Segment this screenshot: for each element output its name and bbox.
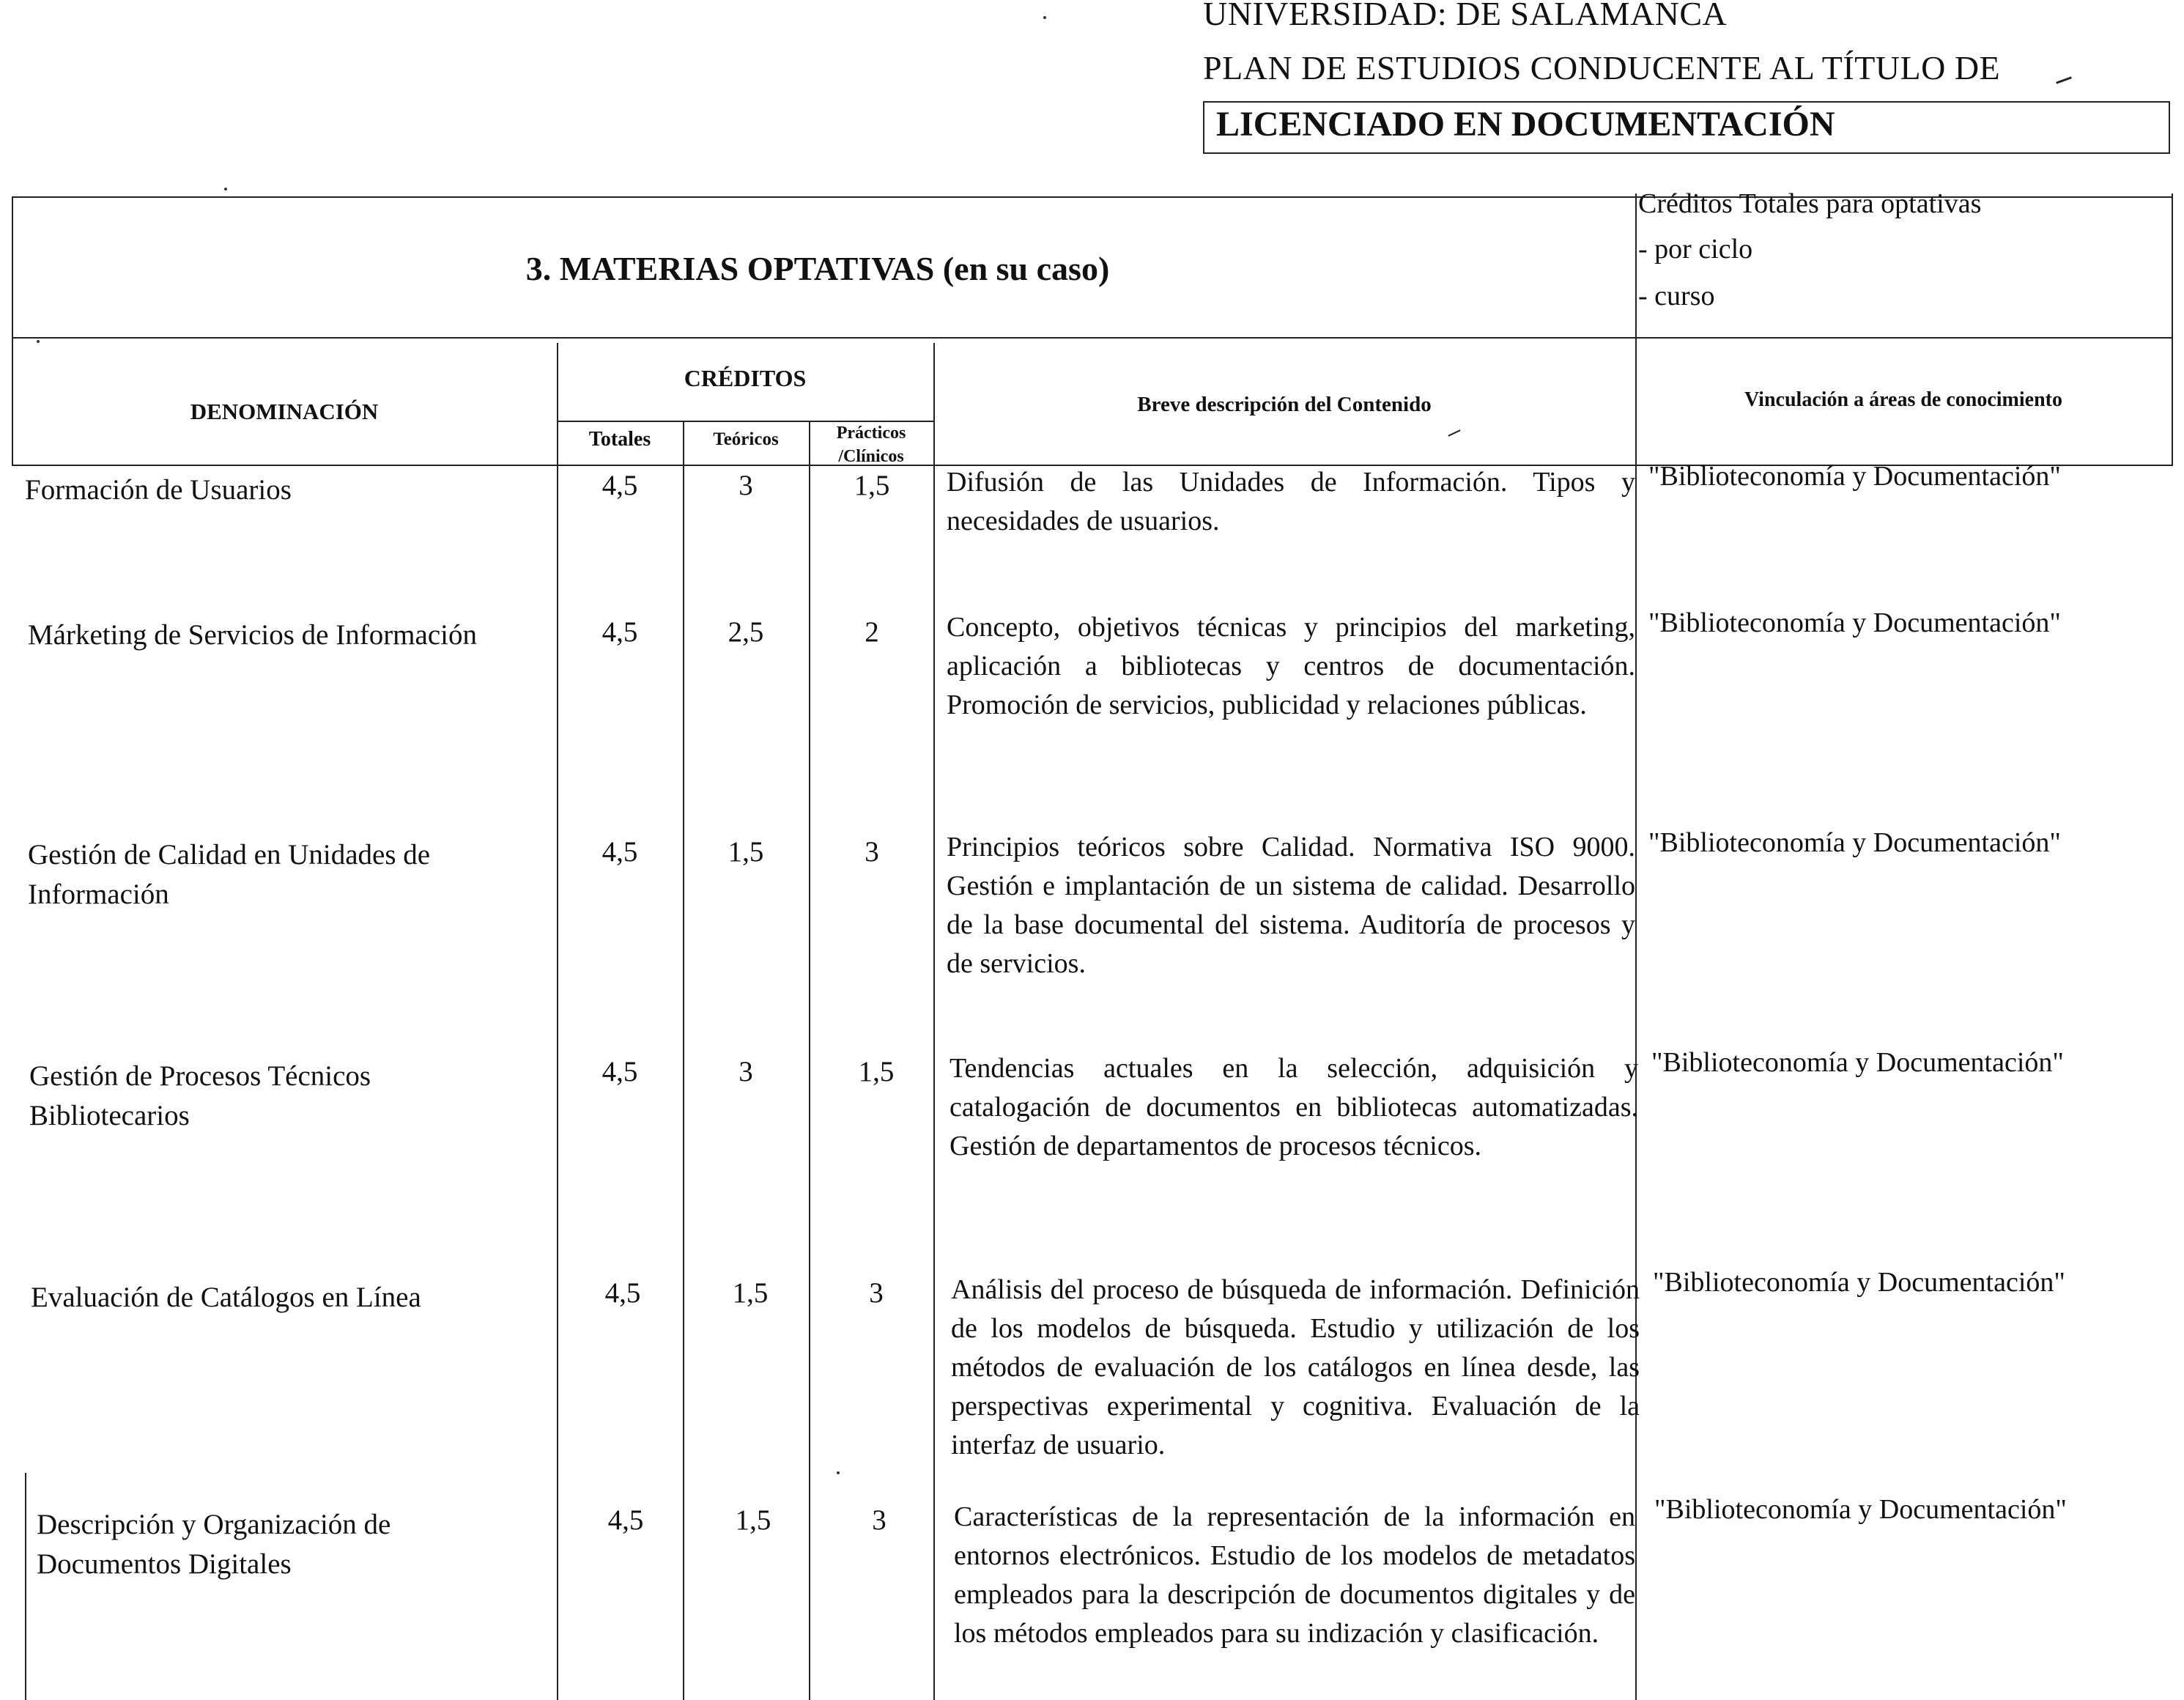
- row-3-practicos: 3: [865, 836, 879, 868]
- col-header-denominacion: DENOMINACIÓN: [190, 399, 379, 424]
- row-2-descripcion: Concepto, objetivos técnicas y principios del marketing, aplicación a bibliotecas y centros de documentación. Promoción de servicios, publicidad y relaciones públicas.: [947, 612, 1635, 720]
- col-header-clinicos: /Clínicos: [838, 447, 904, 466]
- row-3-totales: 4,5: [601, 836, 638, 868]
- row-4-area: "Biblioteconomía y Documentación": [1651, 1047, 2064, 1078]
- row-2-teoricos: 2,5: [728, 616, 764, 648]
- col-header-totales: Totales: [588, 428, 651, 451]
- row-6-totales: 4,5: [607, 1504, 644, 1536]
- col-header-creditos: CRÉDITOS: [684, 365, 807, 391]
- row-2-area: "Biblioteconomía y Documentación": [1648, 607, 2061, 638]
- row-1-area: "Biblioteconomía y Documentación": [1648, 461, 2061, 492]
- degree-title-box: [1203, 101, 2170, 154]
- col-sep-totales: [557, 343, 558, 1700]
- credits-total-label: Créditos Totales para optativas: [1638, 188, 1982, 219]
- scan-speck: [37, 340, 40, 343]
- row-6-area: "Biblioteconomía y Documentación": [1654, 1494, 2067, 1525]
- row-1-teoricos: 3: [739, 470, 753, 501]
- section-title: 3. MATERIAS OPTATIVAS (en su caso): [525, 250, 1110, 287]
- row-2-totales: 4,5: [601, 616, 638, 648]
- creditos-sub-border: [557, 421, 933, 422]
- degree-title: LICENCIADO EN DOCUMENTACIÓN: [1216, 105, 1835, 144]
- col-header-descripcion: Breve descripción del Contenido: [1137, 393, 1432, 416]
- col-header-practicos: Prácticos: [836, 424, 906, 443]
- university-heading: UNIVERSIDAD: DE SALAMANCA: [1203, 0, 1728, 32]
- row-4-descripcion: Tendencias actuales en la selección, adquisición y catalogación de documentos en bibliotecas automatizadas. Gestión de departamentos de procesos técnicos.: [950, 1053, 1638, 1161]
- row-4-name: Gestión de Procesos Técnicos Bibliotecarios: [29, 1060, 371, 1131]
- row-1-descripcion: Difusión de las Unidades de Información. Tipos y necesidades de usuarios.: [947, 467, 1635, 536]
- row-1-name: Formación de Usuarios: [25, 474, 292, 506]
- scan-speck: [1043, 16, 1046, 19]
- row-5-area: "Biblioteconomía y Documentación": [1653, 1267, 2065, 1298]
- dash-mark: [2056, 76, 2072, 84]
- row-5-descripcion: Análisis del proceso de búsqueda de información. Definición de los modelos de búsqueda. Estudio y utilización de los métodos de evaluación de los catálogos en línea desde, las perspectivas experimental y cognitiva. Evaluación de la interfaz de usuario.: [951, 1274, 1640, 1460]
- row-3-area: "Biblioteconomía y Documentación": [1648, 827, 2061, 858]
- row-3-name: Gestión de Calidad en Unidades de Información: [28, 839, 431, 910]
- col-header-teoricos: Teóricos: [713, 429, 779, 449]
- row-5-totales: 4,5: [604, 1277, 641, 1309]
- title-row-border: [12, 337, 2173, 339]
- row-4-totales: 4,5: [601, 1056, 638, 1087]
- row-4-teoricos: 3: [739, 1056, 753, 1087]
- col-sep-descripcion: [933, 343, 935, 1700]
- row-6-name: Descripción y Organización de Documentos Digitales: [37, 1509, 391, 1580]
- row-5-teoricos: 1,5: [732, 1277, 769, 1309]
- right-border: [2172, 193, 2173, 465]
- row-3-teoricos: 1,5: [728, 836, 764, 868]
- row-6-descripcion: Características de la representación de la información en entornos electrónicos. Estudio de los modelos de metadatos empleados para la descripción de documentos digitales y de los métodos empleados para su indización y clasificación.: [954, 1501, 1635, 1649]
- row-1-practicos: 1,5: [854, 470, 890, 501]
- row-4-practicos: 1,5: [858, 1056, 895, 1087]
- left-border-body: [25, 1473, 26, 1700]
- col-header-vinculacion: Vinculación a áreas de conocimiento: [1744, 388, 2062, 411]
- row-3-descripcion: Principios teóricos sobre Calidad. Normativa ISO 9000. Gestión e implantación de un sistema de calidad. Desarrollo de la base documental del sistema. Auditoría de procesos y de servicios.: [947, 832, 1635, 979]
- col-sep-vinculacion: [1635, 193, 1637, 1700]
- credits-per-cycle: - por ciclo: [1638, 234, 1753, 265]
- row-6-practicos: 3: [872, 1504, 886, 1536]
- scan-speck: [224, 188, 227, 191]
- row-6-teoricos: 1,5: [735, 1504, 771, 1536]
- row-1-totales: 4,5: [601, 470, 638, 501]
- dash-mark: [1448, 429, 1460, 436]
- row-5-practicos: 3: [869, 1277, 884, 1309]
- row-2-name: Márketing de Servicios de Información: [28, 619, 477, 651]
- credits-per-course: - curso: [1638, 281, 1715, 311]
- row-5-name: Evaluación de Catálogos en Línea: [31, 1282, 421, 1313]
- plan-heading: PLAN DE ESTUDIOS CONDUCENTE AL TÍTULO DE: [1203, 49, 2001, 86]
- scan-speck: [837, 1471, 840, 1474]
- row-2-practicos: 2: [865, 616, 879, 648]
